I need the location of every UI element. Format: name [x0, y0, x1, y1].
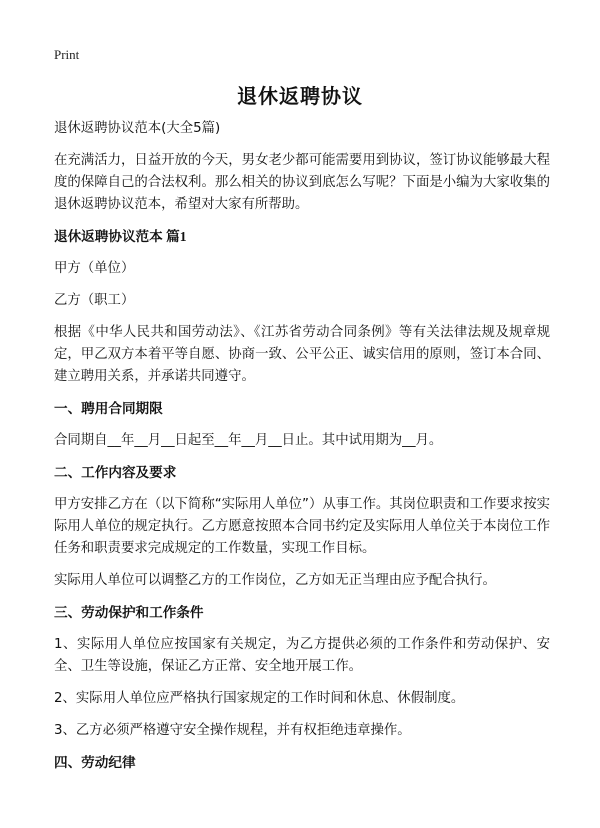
work-content-paragraph: 甲方安排乙方在（以下简称“实际用人单位”）从事工作。其岗位职责和工作要求按实际用人单位的规定执行。乙方愿意按照本合同书约定及实际用人单位关于本岗位工作任务和职责要求完成规定的工作数量，实现工作目标。: [54, 497, 550, 556]
document-title: 退休返聘协议: [237, 84, 363, 108]
party-b-line: 乙方（职工）: [54, 293, 135, 308]
protection-item-1: 1、实际用人单位应按国家有关规定，为乙方提供必须的工作条件和劳动保护、安全、卫生等设施，保证乙方正常、安全地开展工作。: [54, 637, 550, 674]
protection-item-2: 2、实际用人单位应严格执行国家规定的工作时间和休息、休假制度。: [54, 691, 465, 706]
section-heading: 四、劳动纪律: [54, 755, 136, 771]
basis-paragraph: 根据《中华人民共和国劳动法》、《江苏省劳动合同条例》等有关法律法规及规章规定，甲乙双方本着平等自愿、协商一致、公平公正、诚实信用的原则，签订本合同、建立聘用关系，并承诺共同遵守。: [54, 325, 550, 384]
section-heading: 退休返聘协议范本 篇1: [54, 229, 187, 244]
work-adjust-paragraph: 实际用人单位可以调整乙方的工作岗位，乙方如无正当理由应予配合执行。: [54, 573, 496, 588]
subtitle-paragraph: 退休返聘协议范本(大全5篇): [54, 121, 221, 136]
section-heading: 三、劳动保护和工作条件: [54, 605, 204, 621]
section-heading: 二、工作内容及要求: [54, 465, 177, 481]
print-link[interactable]: Print: [54, 47, 80, 62]
document-body: [54, 118, 550, 774]
protection-item-3: 3、乙方必须严格遵守安全操作规程，并有权拒绝违章操作。: [54, 723, 411, 738]
contract-term-paragraph: 合同期自__年__月__日起至__年__月__日止。其中试用期为__月。: [54, 433, 443, 448]
party-a-line: 甲方（单位）: [54, 261, 135, 276]
intro-paragraph: 在充满活力，日益开放的今天，男女老少都可能需要用到协议，签订协议能够最大程度的保障自己的合法权利。那么相关的协议到底怎么写呢？下面是小编为大家收集的退休返聘协议范本，希望对大家有所帮助。: [54, 153, 550, 212]
section-heading: 一、聘用合同期限: [54, 401, 163, 417]
